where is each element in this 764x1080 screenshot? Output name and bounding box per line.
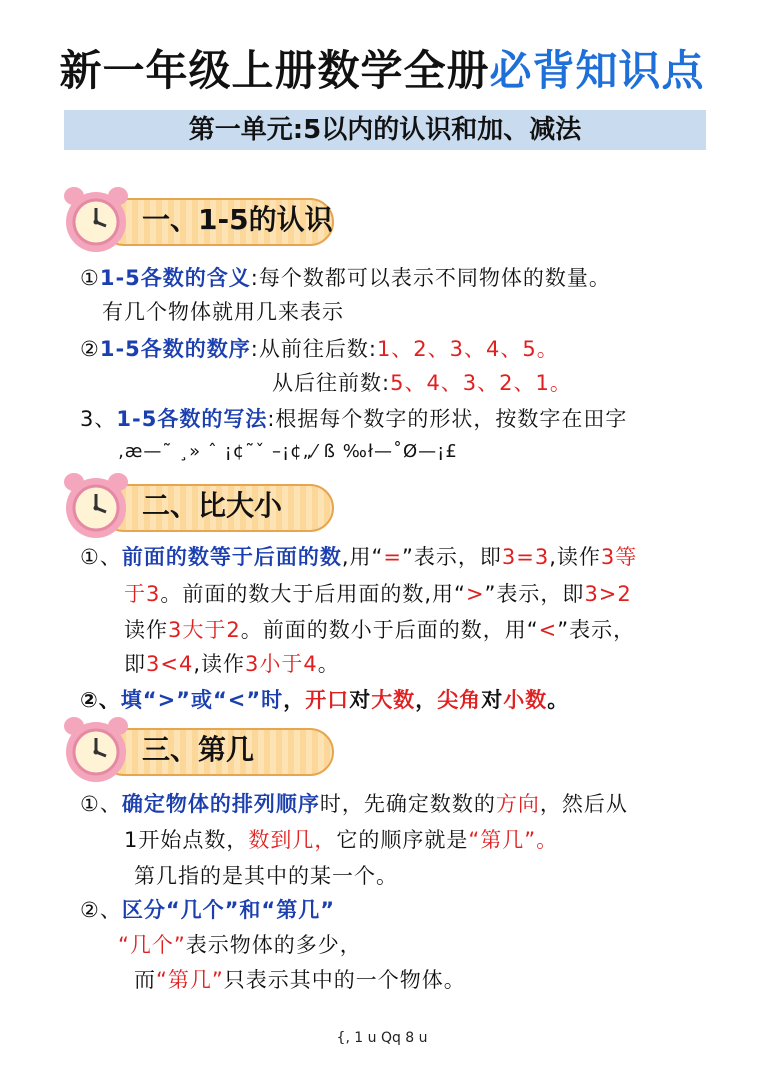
text-line: 3、1-5各数的写法:根据每个数字的形状，按数字在田字 [80,407,628,431]
alarm-clock-icon [60,184,132,256]
page-title [0,38,764,98]
text-line: ②、填“>”或“<”时，开口对大数，尖角对小数。 [80,688,570,712]
text-line: ①、前面的数等于后面的数,用“=”表示，即3=3,读作3等 [80,545,638,569]
text-line: ①、确定物体的排列顺序时，先确定数数的方向，然后从 [80,792,628,816]
section-title: 一、1-5的认识 [142,203,333,236]
garbled-text: ‚æ—˜ ¸» ˆ ¡¢˜ˇ –¡¢„⁄ ß ‰ł—˚Ø—¡£ [118,441,458,462]
text-line: 有几个物体就用几来表示 [102,300,344,324]
text-line: “几个”表示物体的多少， [118,933,362,957]
section-header-1 [60,190,332,250]
unit-heading: 第一单元:5以内的认识和加、减法 [64,110,706,150]
alarm-clock-icon [60,470,132,542]
page-footer: {‚ 1 u Qq 8 u [336,1030,428,1046]
section-header-2 [60,476,332,536]
text-line: 而“第几”只表示其中的一个物体。 [134,968,466,992]
text-line: 从后往前数:5、4、3、2、1。 [272,371,572,395]
text-line: 第几指的是其中的某一个。 [134,864,398,888]
text-line: 1开始点数，数到几，它的顺序就是“第几”。 [124,828,559,852]
text-line: 于3。前面的数大于后用面的数,用“>”表示，即3>2 [124,582,632,606]
text-line: 即3<4,读作3小于4。 [124,652,340,676]
title-black: 新一年级上册数学全册 [59,46,490,95]
section-title: 三、第几 [142,733,255,766]
title-blue: 必背知识点 [489,46,705,95]
text-line: 读作3大于2。前面的数小于后面的数，用“<”表示， [124,618,636,642]
section-header-3 [60,720,332,780]
text-line: ②1-5各数的数序:从前往后数:1、2、3、4、5。 [80,337,559,361]
text-line: ①1-5各数的含义:每个数都可以表示不同物体的数量。 [80,266,611,290]
section-title: 二、比大小 [142,489,283,522]
alarm-clock-icon [60,714,132,786]
text-line: ②、区分“几个”和“第几” [80,898,336,922]
